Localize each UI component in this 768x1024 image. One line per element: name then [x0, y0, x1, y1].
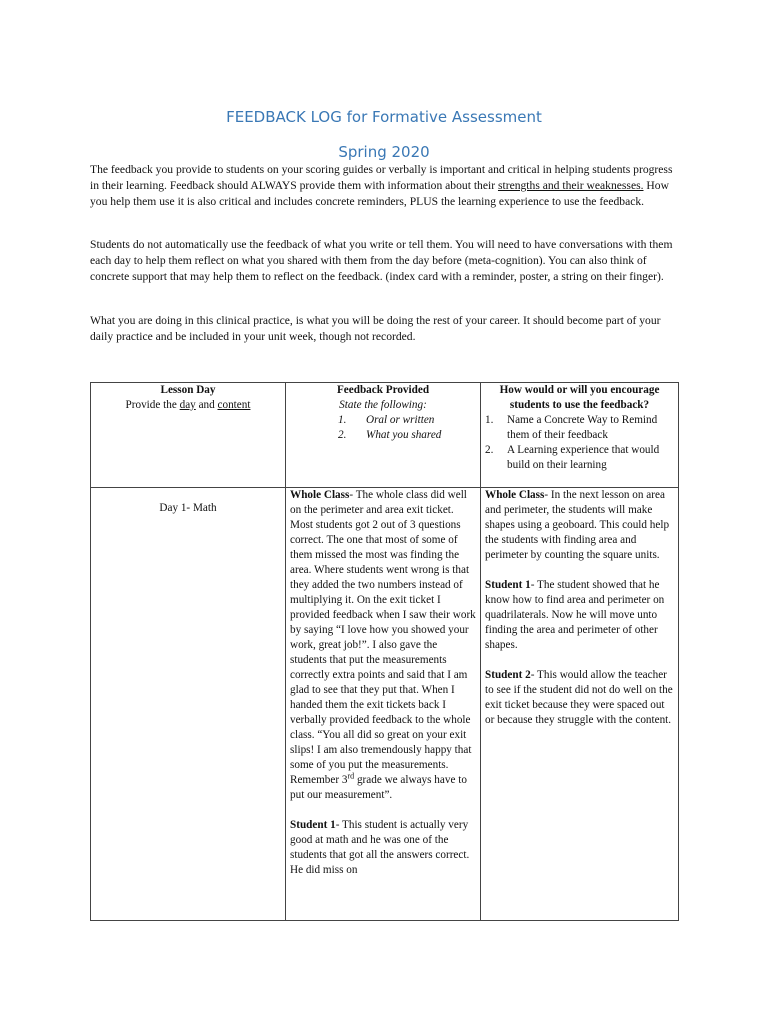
table-row [91, 488, 679, 921]
header-lesson-day-title: Lesson Day [160, 384, 216, 396]
list-text: A Learning experience that would build on their learning [507, 444, 660, 471]
feedback-content [290, 488, 476, 920]
student-1-label: Student 1 [485, 579, 531, 591]
whole-class-label: Whole Class [290, 489, 350, 501]
intro-paragraph-2: Students do not automatically use the feedback of what you write or tell them. You will need to have conversations with them each day to help them reflect on what you shared with them from the day before (meta-cognition). You can also think of concrete support that may help them to reflect on the feedback. (index card with a reminder, poster, a string on their finger). [90, 238, 673, 283]
student-1-feedback [290, 818, 476, 878]
header-encourage-list [485, 413, 674, 473]
cell-feedback-provided [286, 488, 481, 921]
whole-class-feedback [290, 488, 476, 803]
student-2-encourage [485, 668, 674, 728]
list-item [485, 443, 674, 473]
paragraph-1-text: The feedback you provide to students on your scoring guides or verbally is important and critical in helping students progress in their learning. Feedback should ALWAYS provide them with information about their [90, 163, 673, 192]
lesson-day-label: Day 1- Math [159, 502, 217, 514]
student-1-text: - The student showed that he know how to find area and perimeter on quadrilaterals. Now he will move unto finding the area and perimeter of other shapes. [485, 579, 665, 651]
intro-paragraph-1 [90, 162, 682, 210]
paragraph-1-end: How you help them use it is also critical and includes concrete reminders, PLUS the learning experience to use the feedback. [90, 179, 669, 208]
list-text: What you shared [366, 429, 442, 441]
student-2-label: Student 2 [485, 669, 531, 681]
document-title: FEEDBACK LOG for Formative Assessment [226, 108, 542, 126]
header-encourage [481, 383, 679, 488]
student-1-text: - This student is actually very good at math and he was one of the students that got all the answers correct. He did miss on [290, 819, 470, 876]
header-lesson-day [91, 383, 286, 488]
and-text: and [195, 399, 218, 411]
list-number: 2. [338, 429, 347, 441]
student-2-text: - This would allow the teacher to see if the student did not do well on the exit ticket because they were spaced out or because they struggle with the content. [485, 669, 673, 726]
student-1-label: Student 1 [290, 819, 336, 831]
feedback-log-table [90, 382, 679, 921]
header-feedback-list [290, 413, 476, 443]
header-encourage-title: How would or will you encourage students to use the feedback? [499, 384, 660, 411]
cell-encourage [481, 488, 679, 921]
whole-class-label: Whole Class [485, 489, 545, 501]
list-number: 1. [485, 414, 494, 426]
list-item [290, 428, 476, 443]
list-text: Name a Concrete Way to Remind them of their feedback [507, 414, 658, 441]
whole-class-encourage [485, 488, 674, 563]
intro-paragraph-3: What you are doing in this clinical practice, is what you will be doing the rest of your career. It should become part of your daily practice and be included in your unit week, though not recorded. [90, 314, 661, 343]
document-subtitle: Spring 2020 [338, 143, 430, 161]
student-1-encourage [485, 578, 674, 653]
header-feedback-state: State the following: [339, 399, 427, 411]
header-lesson-day-instructions [95, 398, 281, 413]
whole-class-text: - The whole class did well on the perimeter and area exit ticket. Most students got 2 out of 3 questions correct. The one that most of some of them missed the most was finding the area. Where students went wrong is that they added the two numbers instead of multiplying it. On the exit ticket I provided feedback when I saw their work by saying “I love how you showed your work, great job!”. I also gave the students that put the measurements correctly extra points and said that I am glad to see that they put that. When I handed them the exit tickets back I verbally provided feedback to the whole class. “You all did so great on your exit slips! I am also tremendously happy that some of you put the measurements. Remember 3 [290, 489, 476, 786]
table-header-row [91, 383, 679, 488]
cell-lesson-day [91, 488, 286, 921]
day-text: day [179, 399, 196, 411]
header-feedback-provided [286, 383, 481, 488]
list-number: 1. [338, 414, 347, 426]
list-item [290, 413, 476, 428]
content-text: content [217, 399, 251, 411]
header-feedback-title: Feedback Provided [336, 384, 430, 396]
list-text: Oral or written [366, 414, 435, 426]
list-number: 2. [485, 444, 494, 456]
whole-class-text: - In the next lesson on area and perimeter, the students will make shapes using a geoboard. This could help the students with finding area and perimeter by counting the square units. [485, 489, 670, 561]
paragraph-1-underlined: strengths and their weaknesses. [497, 179, 644, 192]
list-item [485, 413, 674, 443]
superscript-rd: rd [347, 771, 355, 781]
whole-class-text-end: grade we always have to put our measurement”. [290, 774, 467, 801]
provide-text: Provide the [125, 399, 180, 411]
